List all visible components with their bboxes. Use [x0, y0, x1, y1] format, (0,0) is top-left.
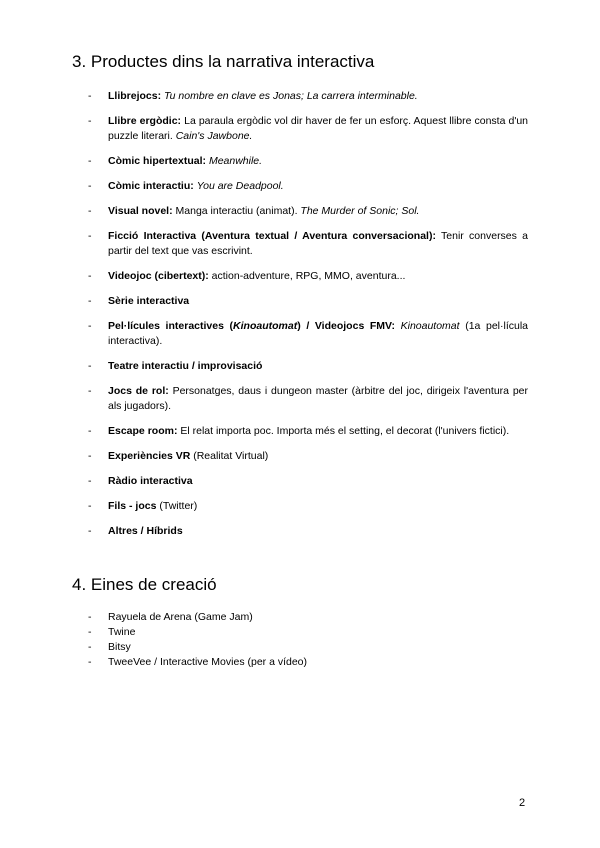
- list-item: - Twine: [88, 625, 528, 640]
- item-label: Experiències VR: [108, 450, 191, 462]
- list-item: [88, 154, 528, 169]
- list-item: [88, 524, 528, 539]
- item-label: Escape room:: [108, 425, 178, 437]
- list-item: [88, 474, 528, 489]
- item-label: Pel·lícules interactives (: [108, 320, 234, 332]
- item-label-end: ) / Videojocs FMV:: [297, 320, 395, 332]
- item-text: La paraula ergòdic vol dir haver de fer un esforç. Aquest llibre consta d'un puzzle literari.: [108, 115, 528, 142]
- item-label: Llibre ergòdic:: [108, 115, 182, 127]
- item-label: Visual novel:: [108, 205, 173, 217]
- item-italic: Meanwhile.: [208, 155, 263, 167]
- list-item: [88, 229, 528, 259]
- item-italic: Tu nombre en clave es Jonas; La carrera interminable.: [164, 90, 418, 102]
- list-item: - Bitsy: [88, 640, 528, 655]
- item-italic: Cain's Jawbone.: [175, 130, 253, 142]
- item-text: (1a pel·lícula interactiva).: [108, 320, 529, 347]
- list-item: [88, 294, 528, 309]
- item-text: Manga interactiu (animat).: [175, 205, 301, 217]
- list-item: [88, 179, 528, 194]
- item-text: (Realitat Virtual): [193, 450, 269, 462]
- list-item: [88, 449, 528, 464]
- item-label: Còmic interactiu:: [108, 180, 194, 192]
- item-label: Llibrejocs:: [108, 90, 162, 102]
- item-italic: Kinoautomat: [400, 320, 460, 332]
- item-italic: The Murder of Sonic; Sol.: [300, 205, 420, 217]
- item-text: action-adventure, RPG, MMO, aventura...: [211, 270, 406, 282]
- tools-list: [88, 610, 528, 670]
- products-list: [88, 89, 528, 549]
- item-label: Ficció Interactiva (Aventura textual / Aventura conversacional):: [108, 230, 436, 242]
- list-item: [88, 89, 528, 104]
- item-label: Còmic hipertextual:: [108, 155, 207, 167]
- item-label: Ràdio interactiva: [108, 475, 193, 487]
- list-item: [88, 499, 528, 514]
- list-item: [88, 424, 528, 439]
- list-item: [88, 359, 528, 374]
- item-text: (Twitter): [159, 500, 198, 512]
- list-item: [88, 204, 528, 219]
- item-text: El relat importa poc. Importa més el setting, el decorat (l'univers fictici).: [180, 425, 510, 437]
- list-item: [88, 384, 528, 414]
- list-item: [88, 114, 528, 144]
- page-number: 2: [519, 797, 526, 809]
- list-item: - TweeVee / Interactive Movies (per a vídeo): [88, 655, 528, 670]
- list-item: [88, 269, 528, 284]
- item-label: Teatre interactiu / improvisació: [108, 360, 263, 372]
- list-item: [88, 319, 528, 349]
- section-4-heading: 4. Eines de creació: [72, 575, 217, 594]
- item-label-italic: Kinoautomat: [233, 320, 298, 332]
- item-label: Altres / Híbrids: [108, 525, 183, 537]
- item-italic: You are Deadpool.: [196, 180, 284, 192]
- item-label: Jocs de rol:: [108, 385, 169, 397]
- item-label: Sèrie interactiva: [108, 295, 190, 307]
- section-3-heading: 3. Productes dins la narrativa interactiva: [72, 52, 375, 71]
- item-text: Tenir converses a partir del text que vas escrivint.: [108, 230, 528, 257]
- list-item: - Rayuela de Arena (Game Jam): [88, 610, 528, 625]
- item-text: Personatges, daus i dungeon master (àrbitre del joc, dirigeix l'aventura per als jugadors).: [108, 385, 528, 412]
- item-label: Videojoc (cibertext):: [108, 270, 209, 282]
- item-label: Fils - jocs: [108, 500, 157, 512]
